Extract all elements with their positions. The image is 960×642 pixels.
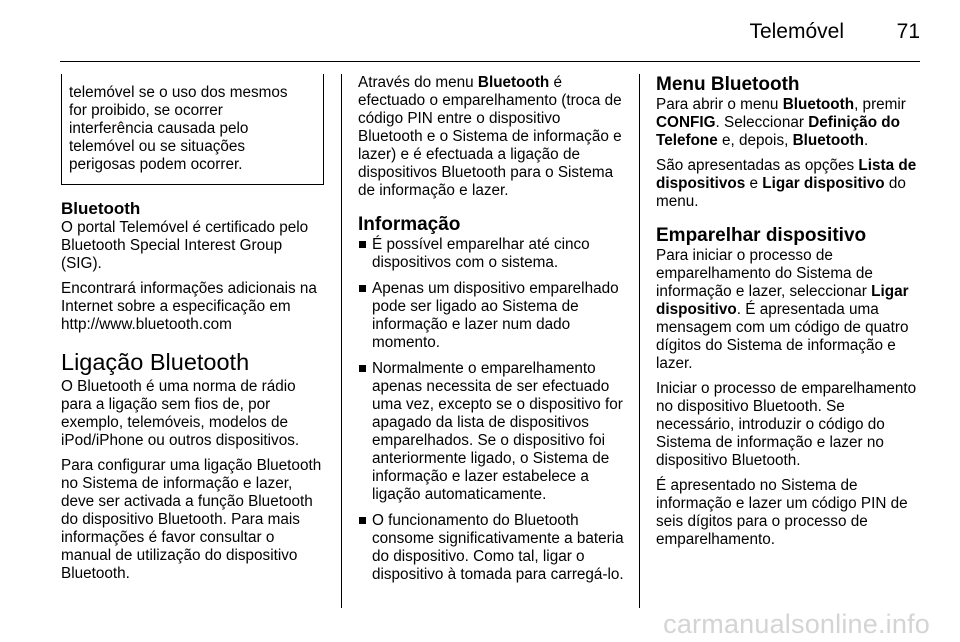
heading-informacao: Informação bbox=[358, 214, 461, 235]
paragraph: Encontrará informações adicionais na Internet sobre a especificação em http://www.bluetooth.com bbox=[61, 280, 317, 333]
text: São apresentadas as opções bbox=[656, 157, 859, 174]
text: . É apresentada uma mensagem com um código de quatro dígitos do Sistema de informação e lazer. bbox=[656, 301, 909, 372]
heading-ligacao-bluetooth: Ligação Bluetooth bbox=[61, 349, 250, 375]
heading-menu-bluetooth: Menu Bluetooth bbox=[656, 74, 800, 95]
page-title: Telemóvel bbox=[749, 20, 844, 43]
text: e, depois, bbox=[717, 132, 793, 149]
paragraph: O portal Telemóvel é certificado pelo Bluetooth Special Interest Group (SIG). bbox=[61, 219, 309, 272]
button-name-bold: CONFIG bbox=[656, 114, 716, 131]
bullet-list bbox=[358, 236, 624, 584]
text: do menu. bbox=[656, 175, 906, 210]
paragraph: O Bluetooth é uma norma de rádio para a ligação sem fios de, por exemplo, telemóveis, modelos de iPod/iPhone ou outros dispositivos. bbox=[61, 378, 300, 449]
menu-name-bold: Ligar dispositivo bbox=[656, 283, 909, 318]
column-divider-right bbox=[639, 74, 640, 608]
list-item-text: Normalmente o emparelhamento apenas necessita de ser efectuado uma vez, excepto se o dispositivo for apagado da lista de dispositivos emparelhados. Se o dispositivo foi anteriormente ligado, o Sistema de informação e lazer estabelece a ligação automaticamente. bbox=[372, 360, 623, 503]
paragraph: Iniciar o processo de emparelhamento no dispositivo Bluetooth. Se necessário, introduzir o código do Sistema de informação e lazer no dispositivo Bluetooth. bbox=[656, 380, 917, 469]
text: e bbox=[745, 175, 763, 192]
text: , premir bbox=[854, 96, 906, 113]
bullet-square-icon bbox=[359, 365, 366, 372]
text: Para iniciar o processo de emparelhamento do Sistema de informação e lazer, seleccionar bbox=[656, 247, 873, 300]
list-item bbox=[358, 512, 624, 584]
paragraph: Para configurar uma ligação Bluetooth no Sistema de informação e lazer, deve ser activada a função Bluetooth do dispositivo Bluetooth. Para mais informações é favor consultar o manual de utilização do dispositivo Bluetooth. bbox=[61, 457, 322, 582]
list-item-text: O funcionamento do Bluetooth consome significativamente a bateria do dispositivo. Como tal, ligar o dispositivo à tomada para carregá-lo. bbox=[372, 512, 624, 583]
column-middle bbox=[358, 74, 624, 592]
warning-line: telemóvel se o uso dos mesmos bbox=[69, 84, 288, 101]
column-left bbox=[61, 74, 324, 597]
text: Para abrir o menu bbox=[656, 96, 783, 113]
list-item bbox=[358, 280, 624, 352]
text: Através do menu bbox=[358, 74, 478, 91]
warning-line: telemóvel ou se situações bbox=[69, 138, 246, 155]
paragraph bbox=[656, 96, 923, 150]
bullet-square-icon bbox=[359, 241, 366, 248]
list-item bbox=[358, 236, 624, 272]
list-item-text: É possível emparelhar até cinco dispositivos com o sistema. bbox=[372, 236, 590, 271]
text: é efectuado o emparelhamento (troca de código PIN entre o dispositivo Bluetooth e o Sistema de informação e lazer) e é efectuada a ligação de dispositivos Bluetooth para o Sistema de informação e lazer. bbox=[358, 74, 622, 199]
page-number: 71 bbox=[896, 20, 920, 43]
text: . bbox=[863, 132, 869, 149]
paragraph-intro bbox=[358, 74, 624, 200]
list-item-text: Apenas um dispositivo emparelhado pode ser ligado ao Sistema de informação e lazer num dado momento. bbox=[372, 280, 619, 351]
warning-line: interferência causada pelo bbox=[69, 120, 249, 137]
header-divider bbox=[60, 61, 920, 62]
menu-name-bold: Ligar dispositivo bbox=[762, 175, 885, 192]
menu-name-bold: Bluetooth bbox=[477, 74, 550, 91]
column-divider-left bbox=[341, 74, 342, 608]
watermark: carmanualsonline.info bbox=[663, 609, 930, 639]
warning-line: for proibido, se ocorrer bbox=[69, 102, 223, 119]
paragraph: É apresentado no Sistema de informação e lazer um código PIN de seis dígitos para o processo de emparelhamento. bbox=[656, 477, 908, 548]
text: . Seleccionar bbox=[715, 114, 809, 131]
menu-name-bold: Bluetooth bbox=[782, 96, 855, 113]
warning-line: perigosas podem ocorrer. bbox=[69, 156, 243, 173]
menu-name-bold: Bluetooth bbox=[792, 132, 864, 149]
paragraph bbox=[656, 247, 923, 373]
menu-name-bold: Lista de dispositivos bbox=[656, 157, 917, 192]
warning-box bbox=[61, 74, 324, 185]
heading-emparelhar-dispositivo: Emparelhar dispositivo bbox=[656, 225, 867, 246]
heading-bluetooth: Bluetooth bbox=[61, 199, 141, 218]
column-right bbox=[656, 74, 923, 556]
menu-name-bold: Definição do Telefone bbox=[656, 114, 900, 149]
bullet-square-icon bbox=[359, 517, 366, 524]
page-header bbox=[0, 0, 960, 62]
paragraph bbox=[656, 157, 923, 211]
section-bluetooth bbox=[61, 199, 324, 334]
bullet-square-icon bbox=[359, 285, 366, 292]
list-item bbox=[358, 360, 624, 504]
section-ligacao-bluetooth bbox=[61, 348, 324, 583]
